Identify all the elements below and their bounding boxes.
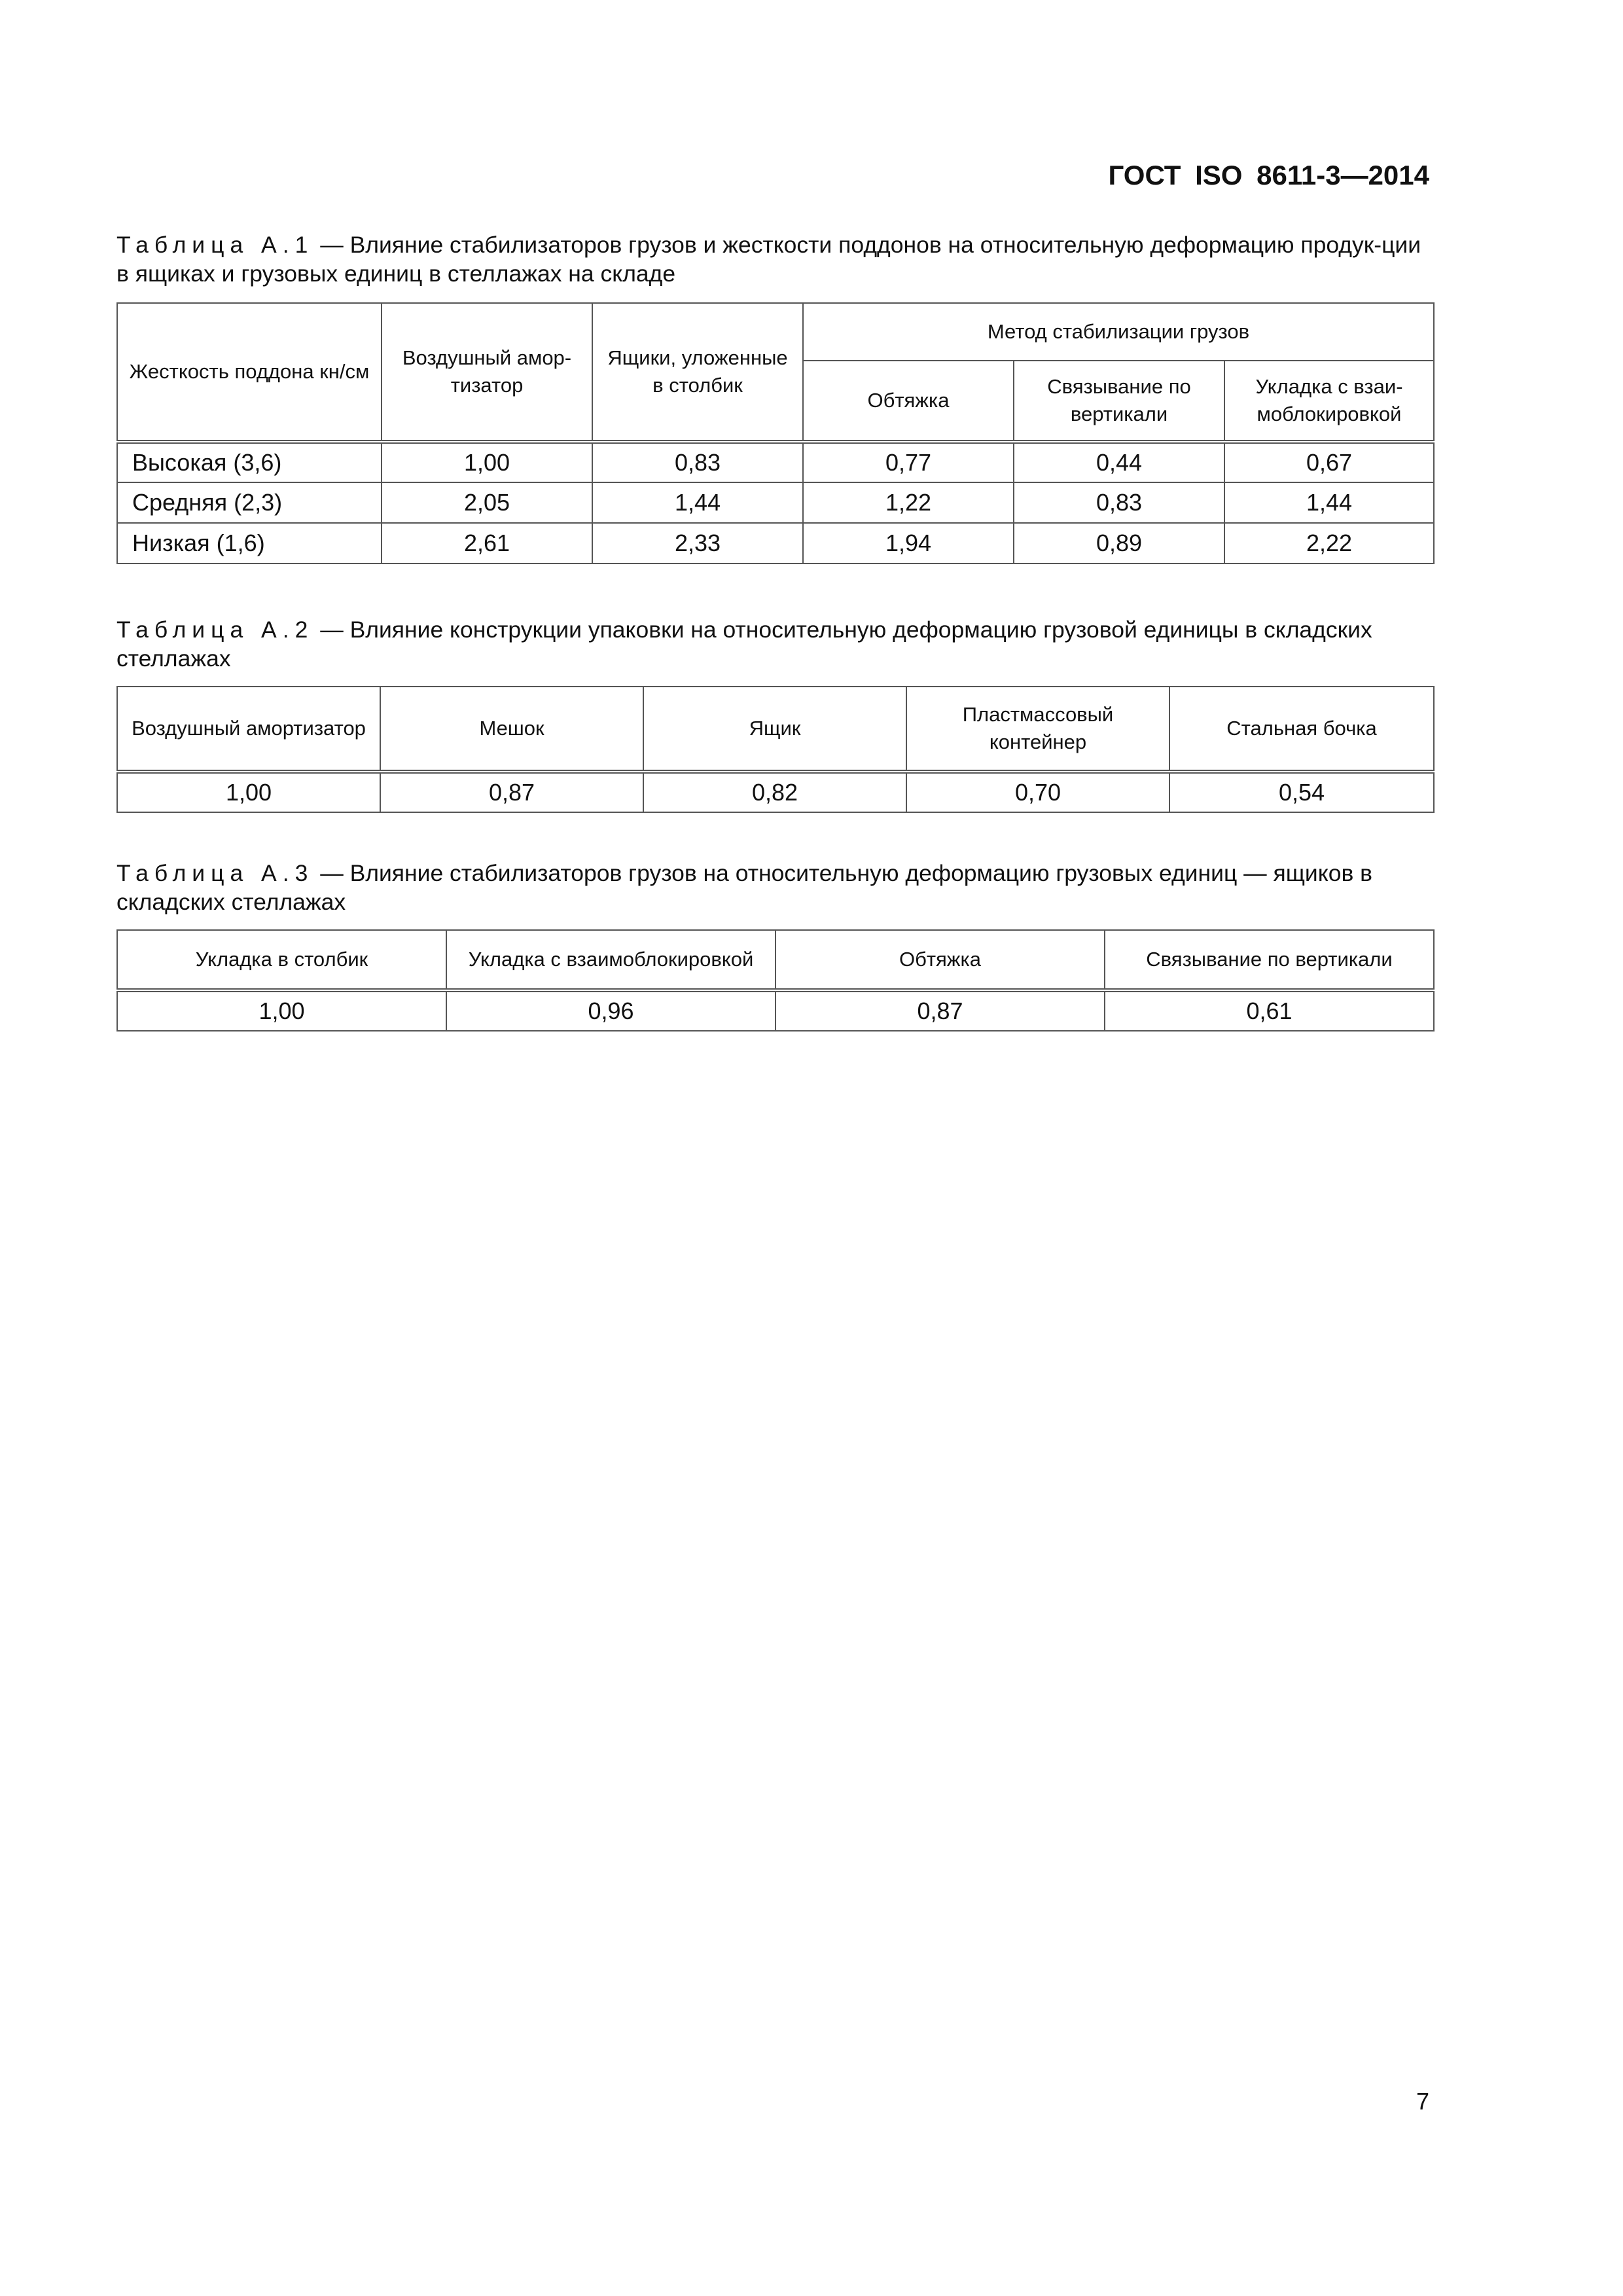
table-row bbox=[117, 990, 1434, 1031]
header-air-cushion: Воздушный амортизатор bbox=[117, 687, 380, 772]
header-vertical-binding: Связывание по вертикали bbox=[1105, 930, 1434, 990]
table-cell: 0,89 bbox=[1014, 523, 1224, 564]
table-cell: 2,33 bbox=[592, 523, 803, 564]
table-cell: 0,70 bbox=[906, 772, 1169, 812]
header-interlocking: Укладка с взаи-моблокировкой bbox=[1224, 361, 1434, 442]
header-boxes-stacked: Ящики, уложенные в столбик bbox=[592, 303, 803, 442]
table-a3-caption-label: Таблица А.3 bbox=[116, 860, 314, 886]
table-cell: 0,77 bbox=[803, 442, 1014, 482]
header-plastic-container: Пластмассовый контейнер bbox=[906, 687, 1169, 772]
table-cell: 0,82 bbox=[643, 772, 906, 812]
table-a2-caption-label: Таблица А.2 bbox=[116, 617, 314, 643]
header-box: Ящик bbox=[643, 687, 906, 772]
header-interlocking: Укладка с взаимоблокировкой bbox=[446, 930, 776, 990]
table-a2-caption bbox=[116, 615, 1432, 673]
table-a2-caption-text: — Влияние конструкции упаковки на относительную деформацию грузовой единицы в складских стеллажах bbox=[116, 617, 1372, 672]
table-cell: Низкая (1,6) bbox=[117, 523, 382, 564]
table-cell: 1,94 bbox=[803, 523, 1014, 564]
table-row bbox=[117, 523, 1434, 564]
table-a3-caption-text: — Влияние стабилизаторов грузов на относительную деформацию грузовых единиц — ящиков в складских стеллажах bbox=[116, 860, 1373, 915]
table-cell: 1,44 bbox=[1224, 482, 1434, 523]
header-air-cushion: Воздушный амор-тизатор bbox=[382, 303, 592, 442]
table-a3-caption bbox=[116, 859, 1432, 916]
document-code: ГОСТ ISO 8611-3—2014 bbox=[1108, 160, 1429, 190]
header-method-group: Метод стабилизации грузов bbox=[803, 303, 1434, 361]
table-a1-caption bbox=[116, 230, 1432, 288]
table-cell: 1,22 bbox=[803, 482, 1014, 523]
table-cell: 0,61 bbox=[1105, 990, 1434, 1031]
table-a2 bbox=[116, 686, 1435, 813]
table-a1 bbox=[116, 302, 1435, 564]
table-cell: 0,96 bbox=[446, 990, 776, 1031]
table-cell: 0,67 bbox=[1224, 442, 1434, 482]
table-a1-caption-text: — Влияние стабилизаторов грузов и жесткости поддонов на относительную деформацию продук-ции в ящиках и грузовых единиц в стеллажах на складе bbox=[116, 232, 1421, 287]
table-cell: 0,87 bbox=[776, 990, 1105, 1031]
table-cell: Средняя (2,3) bbox=[117, 482, 382, 523]
table-cell: 1,00 bbox=[117, 990, 446, 1031]
header-column-stacking: Укладка в столбик bbox=[117, 930, 446, 990]
table-cell: Высокая (3,6) bbox=[117, 442, 382, 482]
table-cell: 2,22 bbox=[1224, 523, 1434, 564]
page-number: 7 bbox=[1416, 2088, 1429, 2115]
table-row bbox=[117, 772, 1434, 812]
table-cell: 2,61 bbox=[382, 523, 592, 564]
table-cell: 0,44 bbox=[1014, 442, 1224, 482]
table-a1-caption-label: Таблица А.1 bbox=[116, 232, 314, 258]
table-cell: 0,87 bbox=[380, 772, 643, 812]
table-cell: 2,05 bbox=[382, 482, 592, 523]
header-bag: Мешок bbox=[380, 687, 643, 772]
header-wrapping: Обтяжка bbox=[803, 361, 1014, 442]
table-cell: 1,00 bbox=[117, 772, 380, 812]
table-row bbox=[117, 482, 1434, 523]
header-wrapping: Обтяжка bbox=[776, 930, 1105, 990]
table-cell: 0,83 bbox=[592, 442, 803, 482]
table-cell: 1,44 bbox=[592, 482, 803, 523]
header-stiffness: Жесткость поддона кн/см bbox=[117, 303, 382, 442]
table-row bbox=[117, 442, 1434, 482]
header-vertical-binding: Связывание по вертикали bbox=[1014, 361, 1224, 442]
table-a3 bbox=[116, 929, 1435, 1031]
header-steel-drum: Стальная бочка bbox=[1169, 687, 1434, 772]
table-cell: 0,83 bbox=[1014, 482, 1224, 523]
table-cell: 0,54 bbox=[1169, 772, 1434, 812]
table-cell: 1,00 bbox=[382, 442, 592, 482]
